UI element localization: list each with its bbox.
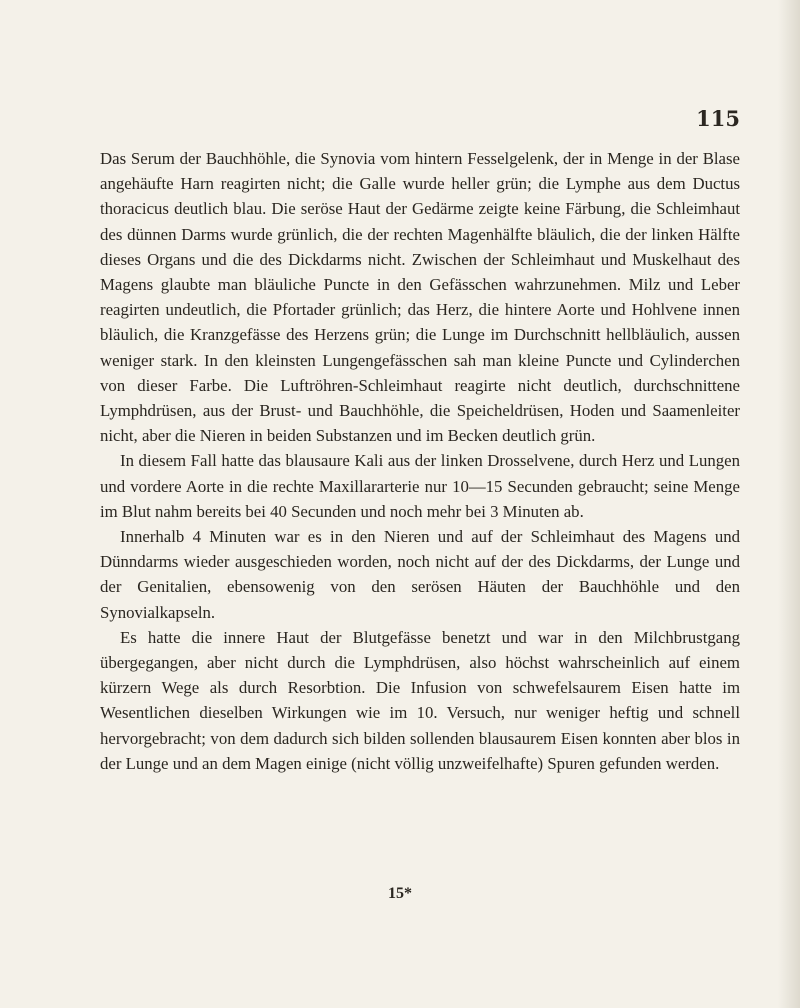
body-text	[100, 146, 740, 776]
page-number: 115	[696, 106, 740, 131]
printer-signature: 15*	[388, 885, 412, 902]
paragraph-2: In diesem Fall hatte das blausaure Kali aus der linken Drosselvene, durch Herz und Lungen und vordere Aorte in die rechte Maxillararterie nur 10—15 Secunden gebraucht; seine Menge im Blut nahm bereits bei 40 Secunden und noch mehr bei 3 Minuten ab.	[100, 451, 740, 521]
page-edge-shadow	[778, 0, 800, 1008]
paragraph-3: Innerhalb 4 Minuten war es in den Nieren und auf der Schleimhaut des Magens und Dünndarms wieder ausgeschieden worden, noch nicht auf der des Dickdarms, der Lunge und der Genitalien, ebensowenig von den serösen Häuten der Bauchhöhle und den Synovialkapseln.	[100, 527, 740, 622]
paragraph-4: Es hatte die innere Haut der Blutgefässe benetzt und war in den Milchbrustgang übergegangen, aber nicht durch die Lymphdrüsen, also höchst wahrscheinlich auf einem kürzern Wege als durch Resorbtion. Die Infusion von schwefelsaurem Eisen hatte im Wesentlichen dieselben Wirkungen wie im 10. Versuch, nur weniger heftig und schnell hervorgebracht; von dem dadurch sich bilden sollenden blausaurem Eisen konnten aber blos in der Lunge und an dem Magen einige (nicht völlig unzweifelhafte) Spuren gefunden werden.	[100, 627, 740, 773]
paragraph-1: Das Serum der Bauchhöhle, die Synovia vom hintern Fesselgelenk, der in Menge in der Blase angehäufte Harn reagirten nicht; die Galle wurde heller grün; die Lymphe aus dem Ductus thoracicus deutlich blau. Die seröse Haut der Gedärme zeigte keine Färbung, die Schleimhaut des dünnen Darms wurde grünlich, die der rechten Magenhälfte bläulich, die der linken Hälfte dieses Organs und die des Dickdarms nicht. Zwischen der Schleimhaut und Muskelhaut des Magens glaubte man bläuliche Puncte in den Gefässchen wahrzunehmen. Milz und Leber reagirten undeutlich, die Pfortader grünlich; das Herz, die hintere Aorte und Hohlvene innen bläulich, die Kranzgefässe des Herzens grün; die Lunge im Durchschnitt hellbläulich, aussen weniger stark. In den kleinsten Lungengefässchen sah man kleine Puncte und Cylinderchen von dieser Farbe. Die Luftröhren-Schleimhaut reagirte nicht deutlich, durchschnittene Lymphdrüsen, aus der Brust- und Bauchhöhle, die Speicheldrüsen, Hoden und Saamenleiter nicht, aber die Nieren in beiden Substanzen und im Becken deutlich grün.	[100, 149, 740, 446]
